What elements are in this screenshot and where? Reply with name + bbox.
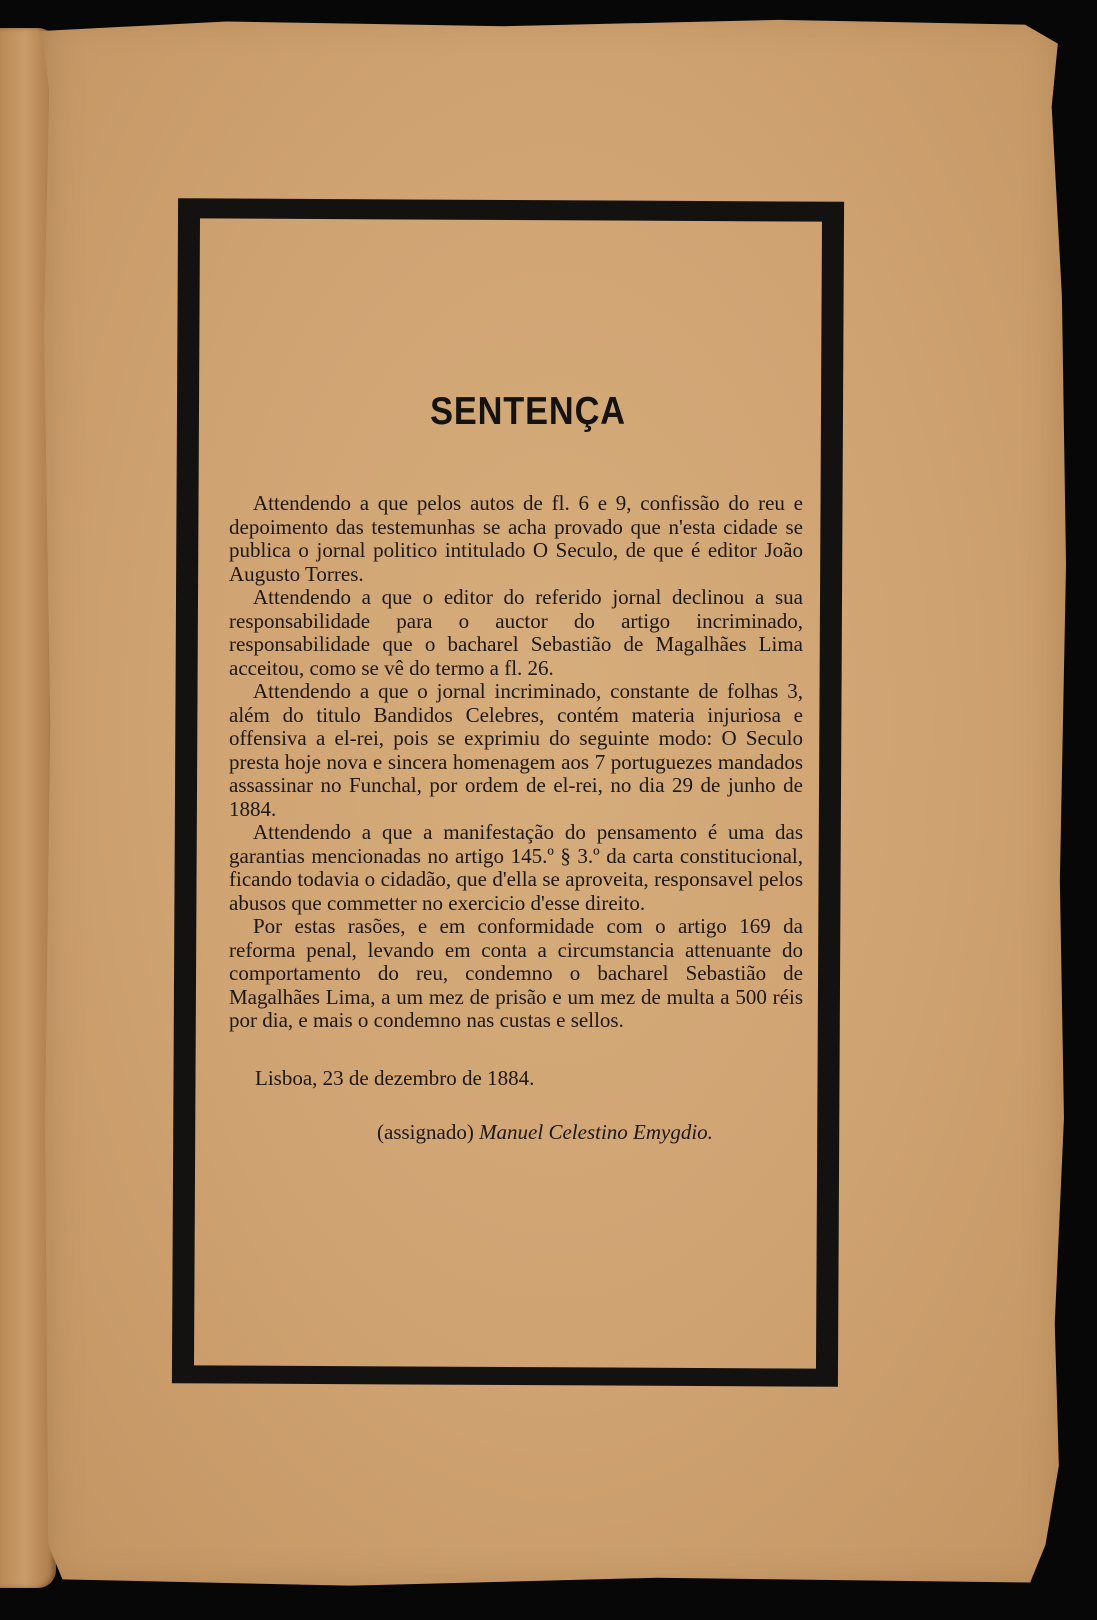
paragraph-1: Attendendo a que pelos autos de fl. 6 e 9, confissão do reu e depoimento das testemunhas se acha provado que n'esta cidade se publica o jornal politico intitulado O Seculo, de que é editor João Augusto Torres.	[229, 491, 803, 586]
paragraph-5: Por estas rasões, e em conformidade com o artigo 169 da reforma penal, levando em conta a circumstancia attenuante do comportamento do reu, condemno o bacharel Sebastião de Magalhães Lima, a um mez de prisão e um mez de multa a 500 réis por dia, e mais o condemno nas custas e sellos.	[229, 914, 803, 1032]
paragraph-3: Attendendo a que o jornal incriminado, constante de folhas 3, além do titulo Bandidos Celebres, contém materia injuriosa e offensiva a el-rei, pois se exprimiu do seguinte modo: O Seculo presta hoje nova e sincera homenagem aos 7 portuguezes mandados assassinar no Funchal, por ordem de el-rei, no dia 29 de junho de 1884.	[229, 679, 803, 821]
signature-line	[377, 1120, 803, 1144]
signature-name: Manuel Celestino Emygdio.	[479, 1119, 713, 1144]
signature-prefix: (assignado)	[377, 1119, 474, 1144]
paragraph-4: Attendendo a que a manifestação do pensamento é uma das garantias mencionadas no artigo 145.º § 3.º da carta constitucional, ficando todavia o cidadão, que d'ella se aproveita, responsavel pelos abusos que commetter no exercicio d'esse direito.	[229, 820, 803, 915]
document-title: SENTENÇA	[430, 390, 626, 433]
place-and-date: Lisboa, 23 de dezembro de 1884.	[255, 1065, 535, 1090]
sentence-text-block	[229, 390, 803, 1144]
paragraph-2: Attendendo a que o editor do referido jornal declinou a sua responsabilidade para o auctor do artigo incriminado, responsabilidade que o bacharel Sebastião de Magalhães Lima acceitou, como se vê do termo a fl. 26.	[229, 585, 803, 680]
